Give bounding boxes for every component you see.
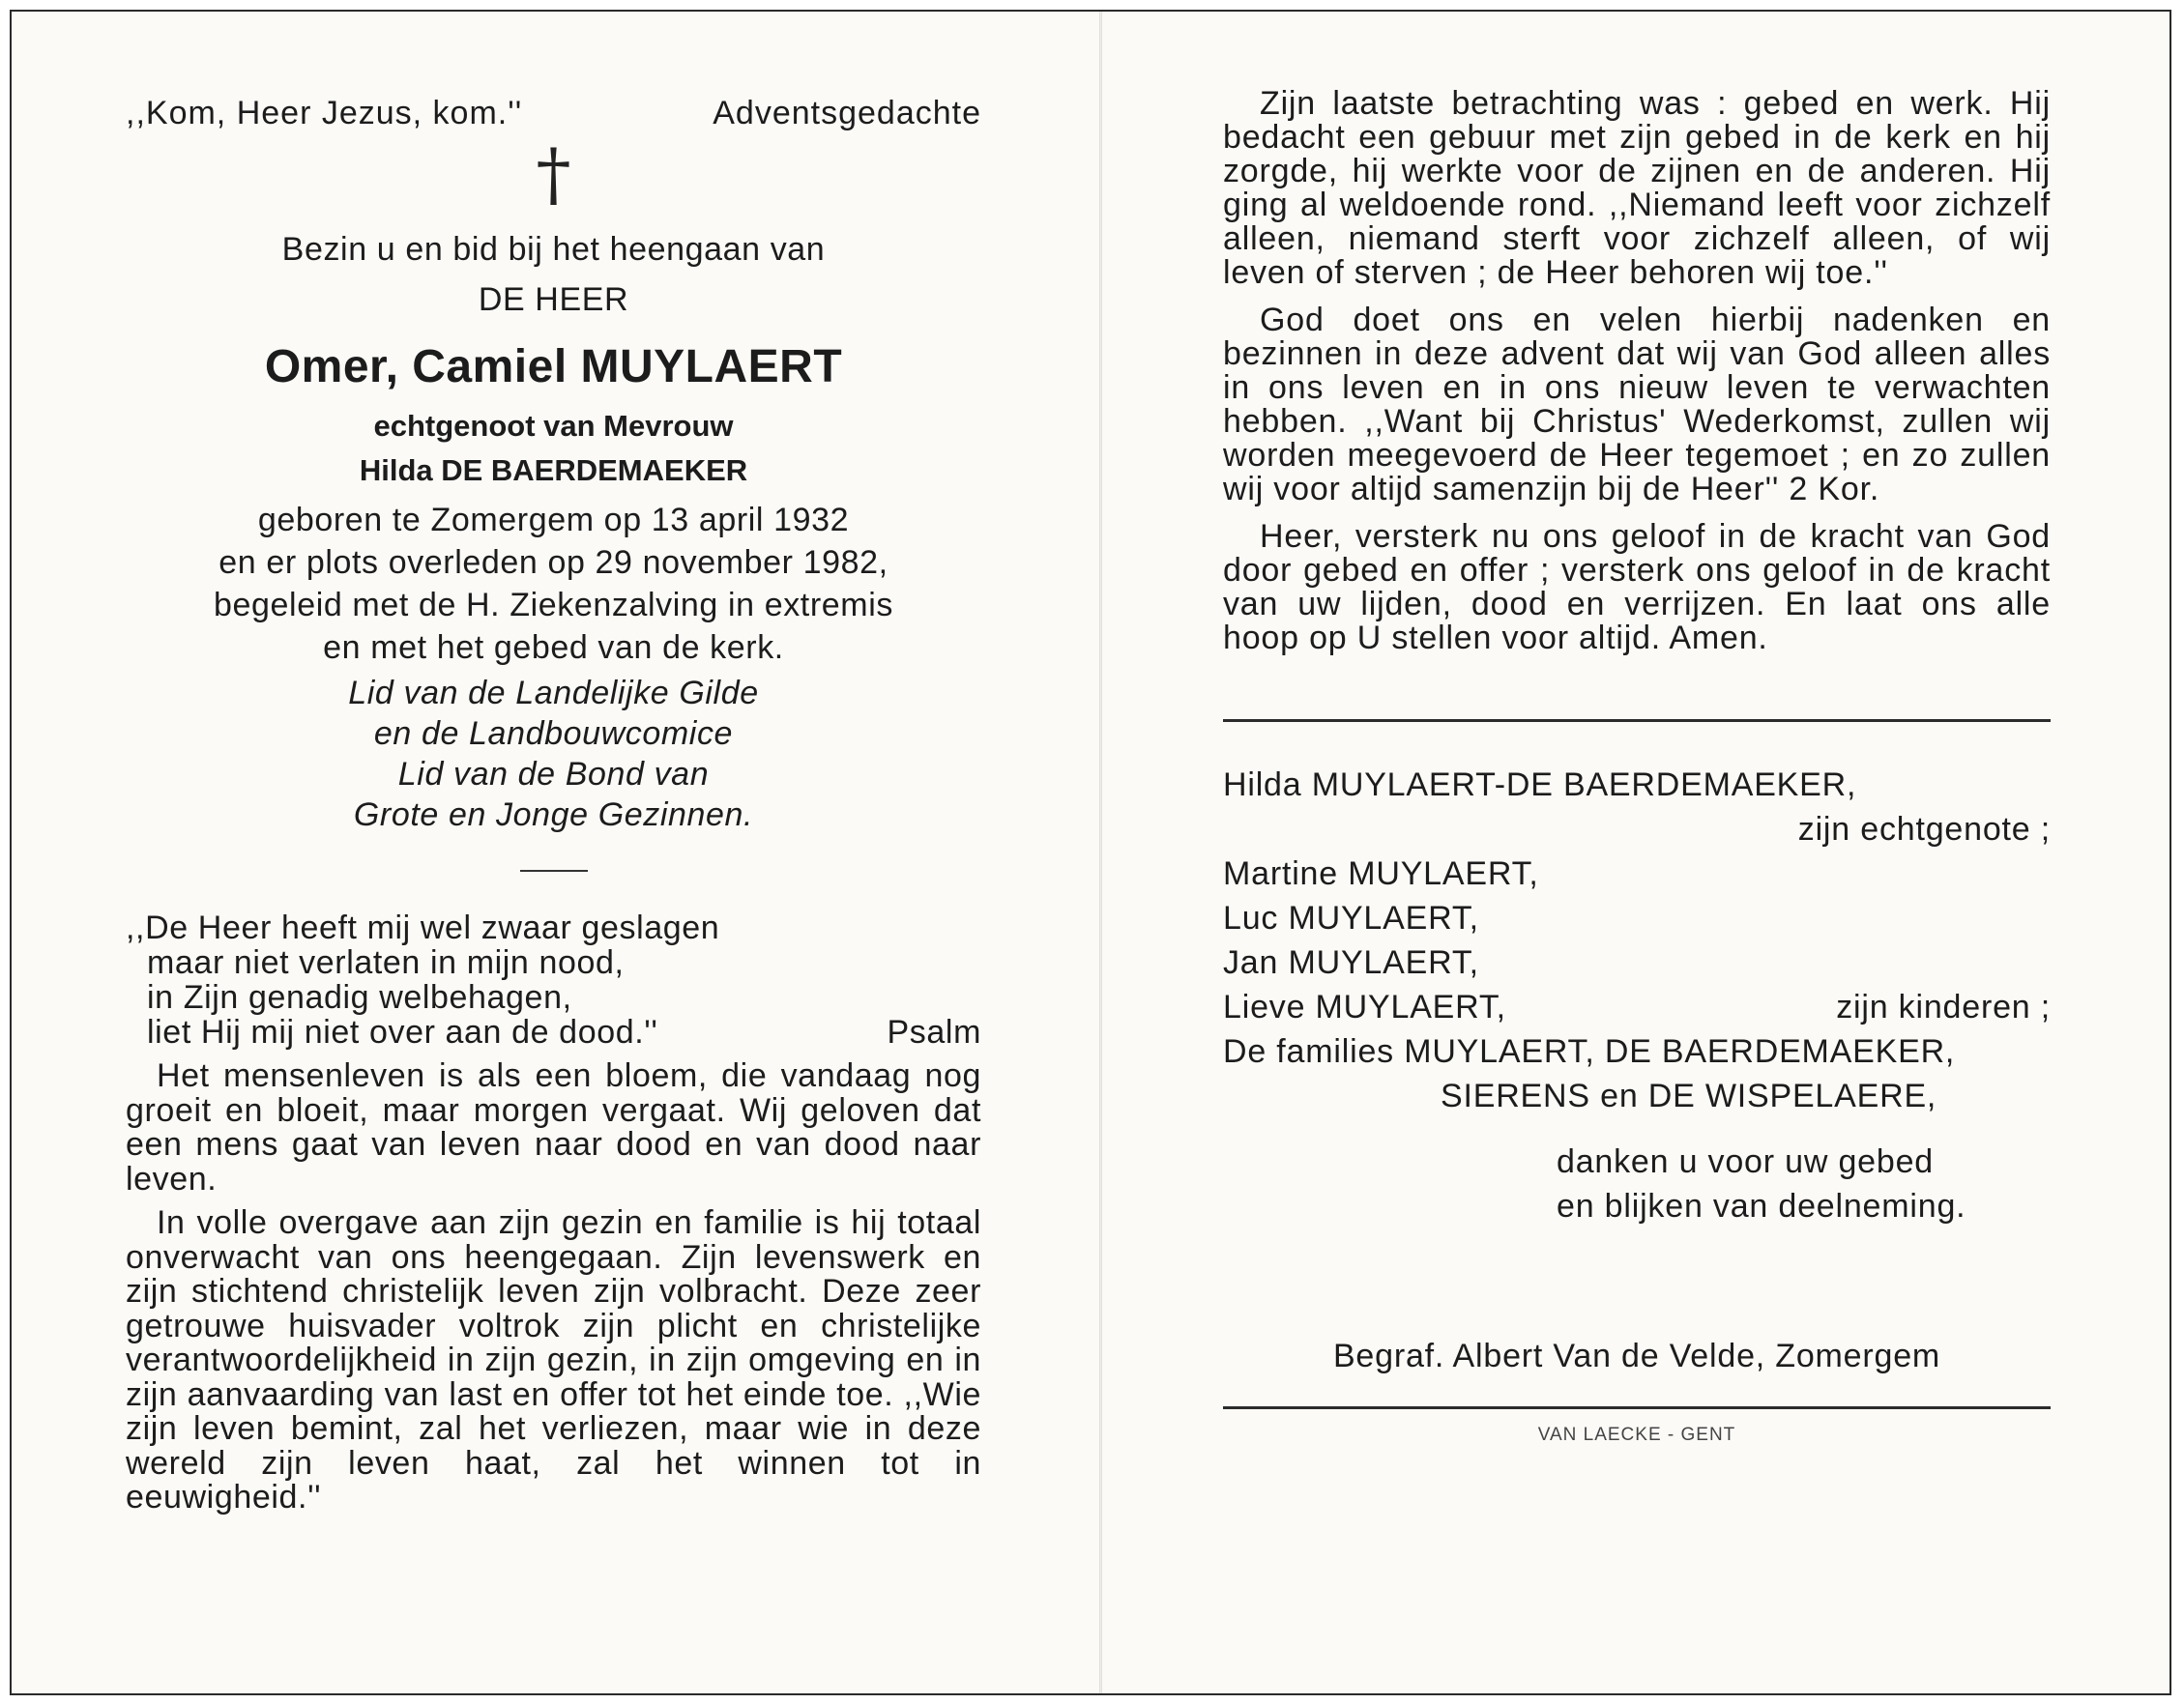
detail-line: begeleid met de H. Ziekenzalving in extremis [214,587,893,623]
membership-line: Lid van de Landelijke Gilde [348,675,759,711]
psalm-line: ,,De Heer heeft mij wel zwaar geslagen [126,910,720,946]
detail-line: en er plots overleden op 29 november 1982, [218,544,888,581]
child-name: Luc MUYLAERT, [1223,900,1479,937]
child-name: Martine MUYLAERT, [1223,855,1539,892]
bottom-rule [1223,1406,2051,1409]
families-line: SIERENS en DE WISPELAERE, [1441,1078,1937,1114]
right-panel [1223,87,2051,1446]
children-role: zijn kinderen ; [1836,989,2051,1025]
paragraph: Heer, versterk nu ons geloof in de kracht van God door gebed en offer ; versterk ons geloof in de kracht van uw lijden, dood en verrijzen. En laat ons alle hoop op U stellen voor altijd. Amen. [1223,518,2051,656]
divider [520,870,588,872]
thanks-line: en blijken van deelneming. [1557,1188,1966,1225]
family-block [1223,763,2051,1228]
paragraph: God doet ons en velen hierbij nadenken en bezinnen in deze advent dat wij van God alleen alles in ons leven en in ons nieuw leven te verwachten hebben. ,,Want bij Christus' Wederkomst, zullen wij worden meegevoerd de Heer tegemoet ; en zo zullen wij voor altijd samenzijn bij de Heer'' 2 Kor. [1223,302,2051,507]
title-text: DE HEER [478,281,629,318]
paragraph: Zijn laatste betrachting was : gebed en werk. Hij bedacht een gebuur met zijn gebed in de kerk en hij zorgde, hij werkte voor de zijnen en de anderen. Hij ging al weldoende rond. ,,Niemand leeft voor zichzelf alleen, niemand sterft voor zichzelf alleen, of wij leven of sterven ; de Heer behoren wij toe.'' [1223,85,2051,291]
child-name: Jan MUYLAERT, [1223,944,1479,981]
psalm-line: liet Hij mij niet over aan de dood.'' [147,1014,658,1051]
detail-line: geboren te Zomergem op 13 april 1932 [257,502,850,538]
membership-line: Grote en Jonge Gezinnen. [353,796,754,833]
left-panel [126,87,981,1516]
psalm-line: maar niet verlaten in mijn nood, [147,944,625,981]
membership-line: Lid van de Bond van [397,756,710,793]
header-quote: ,,Kom, Heer Jezus, kom.'' [126,95,523,131]
divider-rule [1223,719,2051,722]
card-fold [1099,12,1102,1693]
header-title: Adventsgedachte [713,95,981,131]
psalm-source: Psalm [887,1014,981,1051]
undertaker: Begraf. Albert Van de Velde, Zomergem [1332,1338,1941,1374]
details-block [126,499,981,669]
families-line: De families MUYLAERT, DE BAERDEMAEKER, [1223,1033,1956,1070]
cross-icon: † [536,133,571,215]
membership-line: en de Landbouwcomice [373,715,734,752]
children-last-row [1223,985,2051,1029]
spouse-name: Hilda MUYLAERT-DE BAERDEMAEKER, [1223,766,1857,803]
psalm-last-row [126,1015,981,1050]
detail-line: en met het gebed van de kerk. [323,629,784,666]
spouse-role: zijn echtgenote ; [1797,811,2051,848]
paragraph: In volle overgave aan zijn gezin en familie is hij totaal onverwacht van ons heengegaan. Zijn levenswerk en zijn stichtend christelijk leven zijn volbracht. Deze zeer getrouwe huisvader voltrok zijn plicht en christelijke verantwoordelijkheid in zijn gezin, in zijn omgeving en in zijn aanvaarding van last en offer tot het einde toe. ,,Wie zijn leven bemint, zal het verliezen, maar wie in deze wereld zijn leven haat, zal het winnen tot in eeuwigheid.'' [126,1204,981,1516]
spouse-line-2: Hilda DE BAERDEMAEKER [359,453,748,487]
header [126,87,981,139]
psalm-line: in Zijn genadig welbehagen, [147,979,572,1016]
child-name: Lieve MUYLAERT, [1223,989,1506,1025]
thanks-line: danken u voor uw gebed [1557,1143,1934,1180]
psalm-verse [126,910,981,1050]
printer: VAN LAECKE - GENT [1537,1425,1736,1445]
memberships-block [126,673,981,835]
paragraph: Het mensenleven is als een bloem, die vandaag nog groeit en bloeit, maar morgen vergaat. Wij geloven dat een mens gaat van leven naar dood en van dood naar leven. [126,1057,981,1198]
deceased-name: Omer, Camiel MUYLAERT [264,341,843,392]
intro-text: Bezin u en bid bij het heengaan van [281,231,826,268]
spouse-line-1: echtgenoot van Mevrouw [373,409,734,443]
